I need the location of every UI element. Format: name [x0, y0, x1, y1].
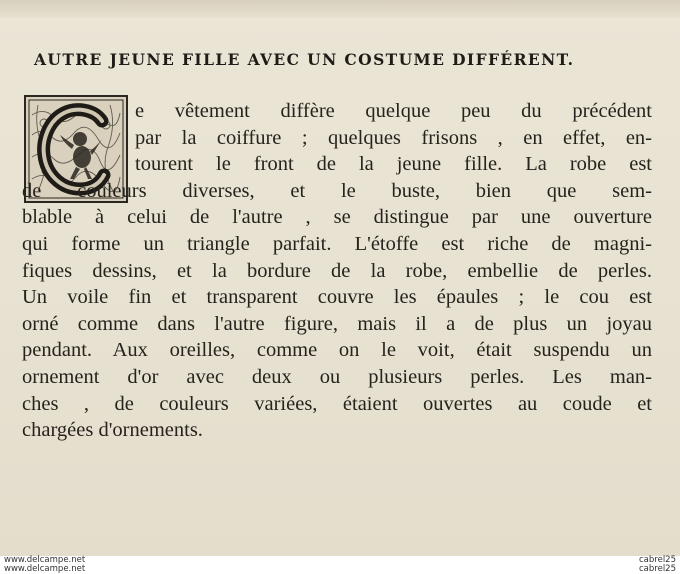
paragraph-line: e vêtement diffère quelque peu du précédent — [135, 100, 652, 122]
paragraph-line: ches , de couleurs variées, étaient ouvertes au coude et — [22, 392, 652, 415]
paragraph-line: ornement d'or avec deux ou plusieurs perles. Les man- — [22, 365, 652, 388]
paragraph-line: orné comme dans l'autre figure, mais il a de plus un joyau — [22, 312, 652, 335]
paragraph-line: Un voile fin et transparent couvre les épaules ; le cou est — [22, 286, 652, 309]
paragraph-line: qui forme un triangle parfait. L'étoffe est riche de magni- — [22, 232, 652, 255]
paragraph-line: de couleurs diverses, et le buste, bien que sem- — [22, 179, 652, 202]
main-paragraph — [22, 98, 652, 444]
watermark-site-text: www.delcampe.net — [4, 555, 86, 565]
watermark-site-text: www.delcampe.net — [4, 564, 86, 574]
paragraph-line: blable à celui de l'autre , se distingue par une ouverture — [22, 206, 652, 229]
watermark-seller-text: cabrel25 — [639, 555, 676, 565]
paragraph-line: tourent le front de la jeune fille. La robe est — [135, 153, 652, 176]
page-edge-shadow — [0, 0, 680, 18]
watermark-seller-text: cabrel25 — [639, 564, 676, 574]
paragraph-line: pendant. Aux oreilles, comme on le voit, était suspendu un — [22, 339, 652, 362]
paragraph-line: fiques dessins, et la bordure de la robe, embellie de perles. — [22, 259, 652, 282]
paragraph-line: par la coiffure ; quelques frisons , en effet, en- — [135, 126, 652, 149]
paragraph-line-last: chargées d'ornements. — [22, 419, 203, 442]
watermark-footer — [0, 556, 680, 574]
section-heading: AUTRE JEUNE FILLE AVEC UN COSTUME DIFFÉRENT. — [34, 50, 575, 69]
